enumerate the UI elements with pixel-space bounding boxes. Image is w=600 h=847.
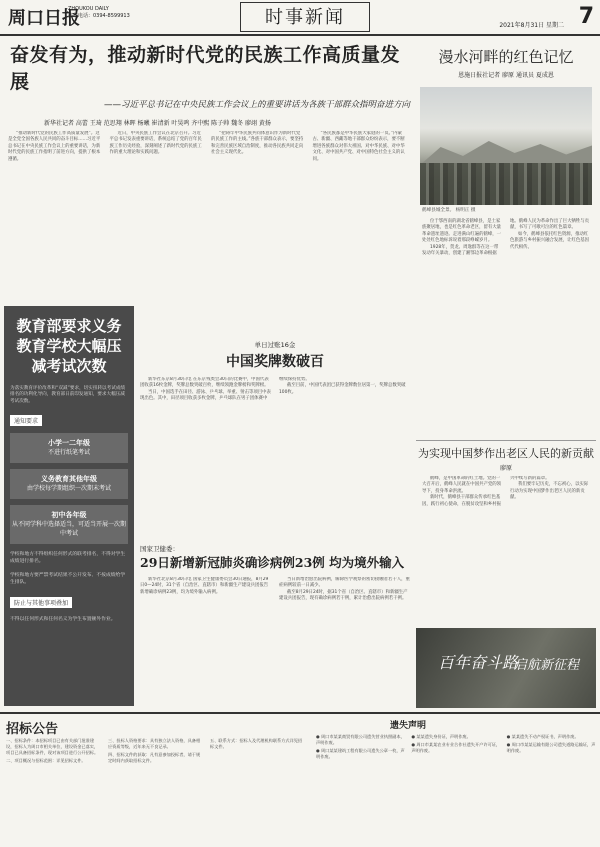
classifieds bbox=[0, 712, 600, 847]
side-feature bbox=[416, 40, 596, 430]
card-body: 从不同学科中选择适当，可适当开展一次期中考试 bbox=[12, 521, 127, 538]
tender-paragraph: 五、联系方式：招标人及代理机构联系方式详见招标文件。 bbox=[210, 738, 303, 749]
photo-caption: 鹤峰县城全景。 杨明正 摄 bbox=[422, 208, 476, 213]
lost-notice-item: ● 周口市某某商贸有限公司遗失营业执照副本，声明作废。 bbox=[316, 734, 405, 745]
policy-label: 通知要求 bbox=[10, 415, 42, 426]
lead-subhead: ——习近平总书记在中央民族工作会议上的重要讲话为各族干部群众指明奋进方向 bbox=[103, 100, 410, 110]
county-panorama-photo bbox=[420, 87, 592, 205]
masthead-meta-line2: 热线电话：0394-8599913 bbox=[68, 13, 130, 19]
side-paragraph: 如今，鹤峰县依托红色资源，推动红色旅游与乡村振兴融合发展，让红色基因代代相传。 bbox=[510, 231, 590, 250]
policy-label: 防止与其他事项叠加 bbox=[10, 597, 72, 608]
covid-article bbox=[140, 544, 410, 729]
masthead-meta-line1: ZHOUKOU DAILY bbox=[68, 6, 109, 12]
tender-paragraph: 一、招标条件：本招标项目已由有关部门批准建设，招标人为周口市相关单位，建设资金已落实，项目已具备招标条件，现对该项目进行公开招标。 bbox=[6, 738, 99, 755]
lost-notice-item: ● 某某遗失不动产权证书，声明作废。 bbox=[506, 734, 579, 739]
mountain-silhouette bbox=[420, 135, 592, 165]
tender-paragraph: 三、投标人资格要求：具有独立法人资格，具备相应资质等级，近年来无不良记录。 bbox=[108, 738, 201, 749]
article-kicker: 单日过账16金 bbox=[254, 341, 296, 349]
article-paragraph: 截至8月29日24时，据31个省（自治区、直辖市）和新疆生产建设兵团报告，现有确诊病例若干例，累计治愈出院病例若干例。 bbox=[279, 589, 408, 602]
article-paragraph: 当日新增治愈出院病例，解除医学观察的密切接触者若干人，重症病例较前一日减少。 bbox=[279, 577, 410, 589]
promo-slogan-1: 百年奋斗路 bbox=[438, 653, 519, 672]
lead-headline: 奋发有为，推动新时代党的民族工作高质量发展 bbox=[10, 44, 401, 93]
article-title: 中国奖牌数破百 bbox=[226, 354, 324, 370]
policy-note: 学校和地方不得组织任何形式的联考排名，不得对学生成绩进行排名。 bbox=[10, 552, 126, 564]
side-feature-byline: 恩施日报社记者 廖原 通讯员 夏成恩 bbox=[458, 72, 554, 79]
article-body bbox=[140, 377, 410, 562]
side-paragraph: 位于鄂西南的湖北省鹤峰县，是土家族聚居地，也是红色革命老区，留有大量革命遗址遗迹。走进满山红遍的鹤峰，一处处红色地标诉说着那段峥嵘岁月。 bbox=[422, 219, 502, 244]
article-paragraph: 新华社北京8月30日电 国家卫生健康委员会30日通报，8月29日0—24时，31个省（自治区、直辖市）和新疆生产建设兵团报告新增确诊病例23例，均为境外输入病例。 bbox=[140, 577, 269, 595]
tender-paragraph: 四、招标文件的获取：凡有意参加投标者，请于规定时间内获取招标文件。 bbox=[108, 752, 201, 763]
card-body: 不进行纸笔考试 bbox=[47, 449, 90, 457]
article-title: 为实现中国梦作出老区人民的新贡献 bbox=[416, 440, 596, 461]
lead-byline: 新华社记者 高蕾 王琦 范思翔 林晖 杨曦 崔清新 叶昊鸣 齐中熙 陈子帅 魏冬 廖翊 黄扬 bbox=[44, 120, 271, 127]
policy-note: 学校和地方要严禁考试结果不公开发布、不按成绩给学生排队。 bbox=[10, 573, 126, 585]
tender-title: 招标公告 bbox=[6, 722, 59, 737]
promo-slogan-2: 启航新征程 bbox=[514, 658, 580, 673]
lost-notice-item: ● 某某遗失身份证，声明作废。 bbox=[411, 734, 471, 739]
issue-date: 2021年8月31日 星期二 bbox=[499, 22, 564, 29]
page-number: 7 bbox=[578, 4, 594, 29]
lead-paragraph: 近日，中央民族工作会议在北京召开。习近平总书记发表重要讲话，系统总结了党的百年民族工作历史经验，深刻阐述了新时代党的民族工作的重大理论和实践问题。 bbox=[109, 131, 202, 156]
tender-paragraph: 二、项目概况与招标范围：详见招标文件。 bbox=[6, 758, 86, 763]
policy-card-other-grades bbox=[10, 469, 128, 499]
card-title: 初中各年级 bbox=[51, 511, 87, 520]
article-paragraph: 当日，中国选手在田径、游泳、乒乓球、举重、射击等项目中表现出色。其中，田径项目收获多枚金牌，乒乓球队在男子团体赛中继续保持优势。 bbox=[140, 377, 310, 402]
lost-notice-item: ● 周口某某建筑工程有限公司遗失公章一枚，声明作废。 bbox=[316, 748, 405, 759]
masthead bbox=[0, 0, 600, 36]
policy-card-middle-school bbox=[10, 505, 128, 544]
policy-card-grade12 bbox=[10, 433, 128, 463]
article-paragraph: 截至目前，中国代表团已获得金牌数位居第一，奖牌总数突破100枚。 bbox=[279, 383, 406, 395]
newspaper-logo: 周口日报 bbox=[8, 8, 80, 29]
policy-note: 不得以任何形式和任何名义为学生布置额外作业。 bbox=[10, 616, 116, 622]
card-title: 义务教育其他年级 bbox=[41, 475, 97, 484]
article-body bbox=[140, 577, 410, 729]
lead-paragraph: “把铸牢中华民族共同体意识作为新时代党的民族工作的主线。”各族干部群众表示，要坚持和完善民族区域自治制度，推动各民族共同走向社会主义现代化。 bbox=[211, 131, 304, 156]
article-title: 29日新增新冠肺炎确诊病例23例 均为境外输入 bbox=[140, 555, 405, 570]
lead-article bbox=[4, 40, 410, 331]
card-title: 小学一二年级 bbox=[48, 439, 90, 448]
article-paragraph: 新时代，鹤峰县干部群众传承红色基因，践行初心使命，在脱贫攻坚和乡村振兴中续写新的篇章。 bbox=[422, 476, 550, 507]
side-feature-body bbox=[416, 217, 596, 417]
article-paragraph: 新华社东京8月30日电 在东京残奥会30日的比赛中，中国代表团收获16枚金牌，奖牌总数突破百枚，继续领跑金牌榜和奖牌榜。 bbox=[140, 377, 269, 389]
article-byline: 廖原 bbox=[499, 465, 512, 472]
masthead-meta bbox=[68, 6, 130, 20]
commentary-article bbox=[416, 440, 596, 626]
card-body: 由学校每学期组织一次期末考试 bbox=[26, 485, 111, 493]
policy-intro: 为落实教育评价改革和“双减”要求，切实扭转以考试成绩排名的功利化导向，教育部日前印发通知，要求大幅压减考试次数。 bbox=[10, 386, 126, 404]
tender-body bbox=[6, 738, 306, 842]
promo-banner bbox=[416, 628, 596, 708]
paralympics-article bbox=[140, 340, 410, 562]
side-paragraph: 1928年，贺龙、周逸群等在这一带发动年关暴动，创建了湘鄂边革命根据地。鹤峰人民为革命作出了巨大牺牲与贡献，书写了可歌可泣的红色篇章。 bbox=[422, 219, 590, 257]
lead-paragraph: “推动新时代党的民族工作高质量发展”。这是全党全国各族人民共同的奋斗目标……习近平总书记在中央民族工作会议上的重要讲话，为新时代党的民族工作指明了前进方向，提供了根本遵循。 bbox=[8, 131, 101, 162]
article-body bbox=[416, 476, 596, 626]
lost-notice-item: ● 周口市某某运输有限公司遗失道路运输证，声明作废。 bbox=[506, 742, 596, 753]
lost-notice-body bbox=[316, 734, 596, 842]
lead-paragraph: “各民族都是中华民族大家庭的一员。”内蒙古、新疆、西藏等地干部群众纷纷表示，要不断增进各族群众对伟大祖国、对中华民族、对中华文化、对中国共产党、对中国特色社会主义的认同。 bbox=[312, 131, 405, 162]
policy-headline: 教育部要求义务教育学校大幅压减考试次数 bbox=[16, 317, 122, 375]
side-feature-title: 漫水河畔的红色记忆 bbox=[438, 48, 574, 66]
town-buildings bbox=[420, 163, 592, 205]
article-paragraph: 我们要牢记历史，不忘初心，以实际行动为实现中国梦作出老区人民的新贡献。 bbox=[510, 482, 589, 501]
article-paragraph: 鹤峰，是中国革命的红土地。党的一大召开后，鹤峰人民就在中国共产党的领导下，投身革命洪流。 bbox=[422, 476, 502, 494]
lost-notice-title: 遗失声明 bbox=[390, 721, 427, 731]
policy-infographic bbox=[4, 306, 134, 706]
article-kicker: 国家卫健委： bbox=[140, 545, 179, 553]
lost-notice-item: ● 周口市某某农业专业合作社遗失开户许可证，声明作废。 bbox=[411, 742, 501, 753]
section-title: 时事新闻 bbox=[240, 2, 370, 32]
lead-body bbox=[4, 131, 410, 331]
